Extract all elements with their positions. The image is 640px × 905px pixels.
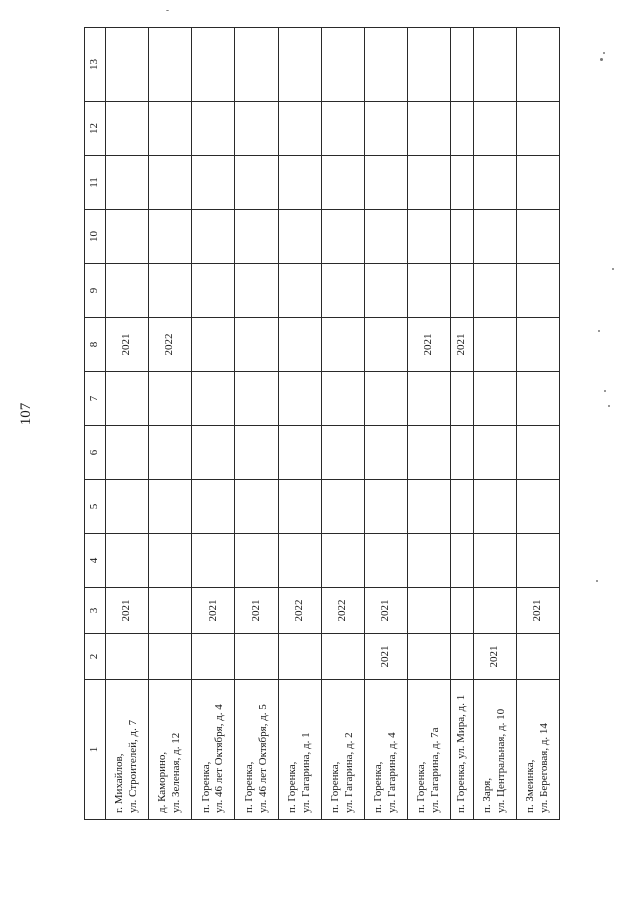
year-cell: 2021 bbox=[473, 634, 516, 680]
year-cell bbox=[278, 426, 321, 480]
year-cell bbox=[106, 480, 149, 534]
year-cell bbox=[451, 102, 473, 156]
year-cell bbox=[235, 634, 278, 680]
year-cell bbox=[149, 588, 192, 634]
year-cell bbox=[192, 480, 235, 534]
year-cell bbox=[235, 28, 278, 102]
year-cell bbox=[192, 426, 235, 480]
column-header: 10 bbox=[85, 210, 106, 264]
address-cell bbox=[192, 680, 235, 820]
address-line: ул. Строителей, д. 7 bbox=[127, 719, 140, 813]
year-cell bbox=[106, 426, 149, 480]
table-row bbox=[516, 28, 559, 820]
year-cell: 2021 bbox=[516, 588, 559, 634]
year-cell bbox=[278, 210, 321, 264]
year-cell bbox=[364, 372, 407, 426]
year-cell bbox=[235, 102, 278, 156]
year-cell bbox=[321, 156, 364, 210]
year-cell bbox=[408, 588, 451, 634]
year-cell bbox=[278, 156, 321, 210]
year-cell bbox=[451, 480, 473, 534]
year-cell bbox=[278, 28, 321, 102]
year-cell bbox=[235, 426, 278, 480]
year-cell bbox=[364, 534, 407, 588]
year-cell bbox=[473, 480, 516, 534]
year-cell bbox=[149, 210, 192, 264]
table-row bbox=[451, 28, 473, 820]
scan-speck bbox=[596, 580, 598, 582]
year-cell bbox=[321, 28, 364, 102]
year-cell bbox=[364, 480, 407, 534]
year-cell bbox=[149, 156, 192, 210]
year-cell: 2022 bbox=[321, 588, 364, 634]
address-line: д. Каморино, bbox=[156, 751, 169, 813]
year-cell bbox=[235, 480, 278, 534]
column-header: 3 bbox=[85, 588, 106, 634]
page-number: 107 bbox=[18, 402, 34, 426]
year-cell bbox=[408, 534, 451, 588]
year-cell bbox=[451, 156, 473, 210]
year-cell bbox=[192, 156, 235, 210]
year-cell bbox=[473, 534, 516, 588]
year-cell bbox=[516, 318, 559, 372]
year-cell: 2021 bbox=[235, 588, 278, 634]
year-cell bbox=[149, 102, 192, 156]
column-header: 12 bbox=[85, 102, 106, 156]
year-cell: 2021 bbox=[192, 588, 235, 634]
address-line: п. Заря, bbox=[480, 777, 493, 813]
address-line: п. Горенка, ул. Мира, д. 1 bbox=[455, 694, 468, 813]
column-header: 7 bbox=[85, 372, 106, 426]
scan-speck bbox=[600, 58, 603, 61]
year-cell bbox=[106, 534, 149, 588]
address-line: ул. Гагарина, д. 7а bbox=[429, 727, 442, 813]
table-row bbox=[321, 28, 364, 820]
year-cell bbox=[278, 634, 321, 680]
year-cell bbox=[451, 28, 473, 102]
year-cell bbox=[106, 372, 149, 426]
address-line: г. Михайлов, bbox=[113, 753, 126, 813]
column-header: 5 bbox=[85, 480, 106, 534]
year-cell bbox=[321, 634, 364, 680]
year-cell bbox=[408, 372, 451, 426]
address-line: ул. Гагарина, д. 1 bbox=[299, 732, 312, 813]
year-cell: 2021 bbox=[364, 634, 407, 680]
year-cell bbox=[516, 28, 559, 102]
year-cell bbox=[451, 588, 473, 634]
table-row bbox=[149, 28, 192, 820]
year-cell bbox=[364, 210, 407, 264]
year-cell bbox=[451, 634, 473, 680]
address-cell bbox=[451, 680, 473, 820]
year-cell: 2021 bbox=[364, 588, 407, 634]
year-cell bbox=[106, 210, 149, 264]
year-cell bbox=[192, 264, 235, 318]
address-line: п. Горенка, bbox=[242, 761, 255, 813]
year-cell bbox=[278, 318, 321, 372]
year-cell bbox=[235, 210, 278, 264]
year-cell bbox=[192, 28, 235, 102]
year-cell bbox=[364, 156, 407, 210]
address-cell bbox=[149, 680, 192, 820]
year-cell bbox=[364, 28, 407, 102]
scan-speck bbox=[603, 52, 605, 54]
year-cell bbox=[235, 372, 278, 426]
year-cell bbox=[149, 372, 192, 426]
year-cell bbox=[192, 210, 235, 264]
year-cell bbox=[516, 480, 559, 534]
scan-speck bbox=[612, 268, 614, 270]
year-cell bbox=[278, 102, 321, 156]
year-cell bbox=[278, 480, 321, 534]
column-header: 8 bbox=[85, 318, 106, 372]
year-cell bbox=[408, 28, 451, 102]
table-container bbox=[84, 28, 560, 820]
year-cell bbox=[408, 156, 451, 210]
year-cell bbox=[192, 634, 235, 680]
year-cell bbox=[516, 210, 559, 264]
year-cell bbox=[235, 318, 278, 372]
year-cell bbox=[364, 264, 407, 318]
address-line: ул. Центральная, д. 10 bbox=[494, 708, 507, 813]
table-row bbox=[192, 28, 235, 820]
address-cell bbox=[364, 680, 407, 820]
year-cell bbox=[149, 264, 192, 318]
address-line: п. Горенка, bbox=[285, 761, 298, 813]
year-cell bbox=[149, 534, 192, 588]
header-row bbox=[85, 28, 106, 820]
year-cell bbox=[516, 156, 559, 210]
year-cell bbox=[149, 634, 192, 680]
year-cell bbox=[106, 28, 149, 102]
year-cell bbox=[516, 102, 559, 156]
year-cell bbox=[321, 426, 364, 480]
scan-speck bbox=[598, 330, 600, 332]
table-row bbox=[235, 28, 278, 820]
year-cell bbox=[321, 480, 364, 534]
year-cell: 2021 bbox=[408, 318, 451, 372]
year-cell bbox=[106, 634, 149, 680]
address-cell bbox=[321, 680, 364, 820]
year-cell bbox=[473, 588, 516, 634]
year-cell bbox=[451, 534, 473, 588]
year-cell bbox=[106, 264, 149, 318]
year-cell bbox=[321, 534, 364, 588]
address-line: п. Горенка, bbox=[329, 761, 342, 813]
year-cell bbox=[235, 156, 278, 210]
year-cell bbox=[321, 210, 364, 264]
year-cell bbox=[321, 318, 364, 372]
year-cell bbox=[408, 480, 451, 534]
scan-speck bbox=[604, 390, 606, 392]
year-cell bbox=[149, 426, 192, 480]
year-cell: 2022 bbox=[149, 318, 192, 372]
year-cell bbox=[235, 534, 278, 588]
year-cell bbox=[278, 372, 321, 426]
column-header: 2 bbox=[85, 634, 106, 680]
table-row bbox=[408, 28, 451, 820]
address-line: ул. Гагарина, д. 4 bbox=[386, 732, 399, 813]
address-line: ул. Зеленая, д. 12 bbox=[170, 732, 183, 813]
address-line: п. Змеинка, bbox=[524, 759, 537, 813]
year-cell bbox=[192, 534, 235, 588]
year-cell bbox=[192, 102, 235, 156]
year-cell bbox=[408, 264, 451, 318]
year-cell bbox=[149, 28, 192, 102]
year-cell bbox=[106, 102, 149, 156]
year-cell bbox=[408, 210, 451, 264]
year-cell bbox=[516, 426, 559, 480]
year-cell: 2021 bbox=[451, 318, 473, 372]
year-cell bbox=[321, 264, 364, 318]
address-cell bbox=[278, 680, 321, 820]
address-cell bbox=[106, 680, 149, 820]
year-cell bbox=[149, 480, 192, 534]
year-cell bbox=[408, 102, 451, 156]
table-row bbox=[278, 28, 321, 820]
scan-speck bbox=[608, 405, 610, 407]
column-header: 6 bbox=[85, 426, 106, 480]
address-line: п. Горенка, bbox=[199, 761, 212, 813]
year-cell bbox=[408, 634, 451, 680]
table-row bbox=[364, 28, 407, 820]
scan-speck bbox=[166, 10, 169, 11]
year-cell bbox=[278, 264, 321, 318]
year-cell bbox=[473, 156, 516, 210]
year-cell bbox=[473, 264, 516, 318]
table-body bbox=[106, 28, 560, 820]
table-row bbox=[106, 28, 149, 820]
address-line: ул. Береговая, д. 14 bbox=[537, 723, 550, 813]
year-cell bbox=[473, 318, 516, 372]
column-header: 11 bbox=[85, 156, 106, 210]
address-line: п. Горенка, bbox=[415, 761, 428, 813]
year-cell bbox=[473, 28, 516, 102]
year-cell bbox=[321, 372, 364, 426]
address-cell bbox=[408, 680, 451, 820]
year-cell bbox=[106, 156, 149, 210]
year-cell bbox=[451, 210, 473, 264]
year-cell bbox=[451, 426, 473, 480]
year-cell bbox=[235, 264, 278, 318]
address-cell bbox=[235, 680, 278, 820]
year-cell bbox=[516, 372, 559, 426]
address-line: ул. 46 лет Октября, д. 4 bbox=[213, 704, 226, 813]
year-cell bbox=[364, 102, 407, 156]
year-cell bbox=[278, 534, 321, 588]
column-header: 13 bbox=[85, 28, 106, 102]
column-header: 9 bbox=[85, 264, 106, 318]
year-cell: 2021 bbox=[106, 588, 149, 634]
address-line: п. Горенка, bbox=[372, 761, 385, 813]
housing-repair-table bbox=[84, 27, 560, 820]
year-cell bbox=[364, 426, 407, 480]
address-line: ул. Гагарина, д. 2 bbox=[342, 732, 355, 813]
year-cell bbox=[473, 210, 516, 264]
year-cell bbox=[473, 372, 516, 426]
year-cell bbox=[192, 372, 235, 426]
year-cell: 2022 bbox=[278, 588, 321, 634]
address-cell bbox=[473, 680, 516, 820]
year-cell bbox=[451, 264, 473, 318]
year-cell bbox=[408, 426, 451, 480]
year-cell bbox=[321, 102, 364, 156]
address-cell bbox=[516, 680, 559, 820]
year-cell bbox=[451, 372, 473, 426]
year-cell bbox=[473, 102, 516, 156]
table-row bbox=[473, 28, 516, 820]
year-cell bbox=[516, 534, 559, 588]
year-cell bbox=[364, 318, 407, 372]
year-cell bbox=[192, 318, 235, 372]
year-cell: 2021 bbox=[106, 318, 149, 372]
column-header: 1 bbox=[85, 680, 106, 820]
year-cell bbox=[473, 426, 516, 480]
column-header: 4 bbox=[85, 534, 106, 588]
year-cell bbox=[516, 634, 559, 680]
year-cell bbox=[516, 264, 559, 318]
address-line: ул. 46 лет Октября, д. 5 bbox=[256, 704, 269, 813]
